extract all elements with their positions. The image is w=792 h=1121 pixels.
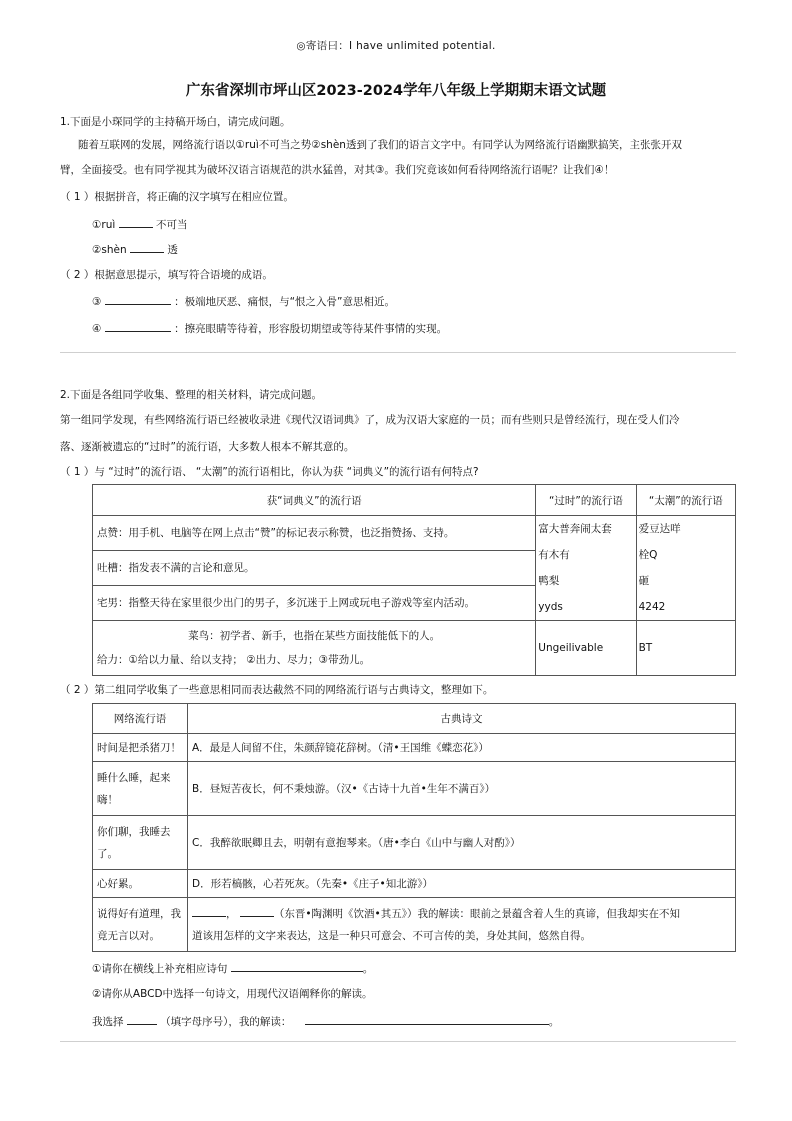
table2-slang-cell bbox=[93, 762, 188, 816]
outdated-item: 富大普奔闹太套 bbox=[538, 523, 612, 535]
outdated-item: yyds bbox=[538, 601, 563, 613]
q1-item3-blank[interactable] bbox=[105, 294, 171, 305]
q2-paragraph-line2: 落、逐渐被遗忘的“过时”的流行语，大多数人根本不解其意的。 bbox=[60, 441, 355, 453]
table2-poetry-line bbox=[192, 903, 731, 925]
q2-sub1: （ 1 ）与 “过时”的流行语、 “太潮”的流行语相比，你认为获 “词典义”的流行语有何特点? bbox=[60, 466, 479, 478]
table2-slang-cell: 心好累。 bbox=[93, 870, 188, 898]
q1-item3 bbox=[92, 294, 395, 309]
period: 。 bbox=[548, 1016, 560, 1028]
q1-item1-prefix: ①ruì bbox=[92, 219, 116, 231]
table2-slang-line: 竟无言以对。 bbox=[97, 929, 160, 942]
table1-def-tucao: 吐槽：指发表不满的言论和意见。 bbox=[93, 551, 535, 586]
q2-task3 bbox=[92, 1014, 559, 1029]
trendy-item: BT bbox=[637, 620, 735, 675]
q1-item2-prefix: ②shèn bbox=[92, 244, 127, 256]
trendy-item: 砸 bbox=[638, 575, 650, 587]
q1-item3-prefix: ③ bbox=[92, 296, 102, 308]
q1-item1-blank[interactable] bbox=[119, 217, 153, 228]
table2-poetry-cell: B．昼短苦夜长，何不秉烛游。（汉•《古诗十九首•生年不满百》） bbox=[188, 762, 736, 816]
q2-task2: ②请你从ABCD中选择一句诗文，用现代汉语阐释你的解读。 bbox=[92, 988, 373, 1000]
section-divider-2 bbox=[60, 1041, 736, 1042]
table2-slang-line: 了。 bbox=[97, 847, 118, 860]
table2-header-slang: 网络流行语 bbox=[93, 704, 188, 734]
q1-item1 bbox=[92, 217, 188, 232]
q1-item3-suffix: ：极端地厌恶、痛恨，与“恨之入骨”意思相近。 bbox=[174, 296, 395, 308]
q2-stem: 2.下面是各组同学收集、整理的相关材料，请完成问题。 bbox=[60, 389, 323, 401]
q1-item1-suffix: 不可当 bbox=[156, 219, 188, 231]
q1-stem: 1.下面是小琛同学的主持稿开场白，请完成问题。 bbox=[60, 116, 291, 128]
table2-poetry-line: 道该用怎样的文字来表达，这是一种只可意会、不可言传的美，身处其间，悠然自得。 bbox=[192, 929, 591, 942]
slang-poetry-table bbox=[92, 703, 736, 952]
table1-def-zhainan: 宅男：指整天待在家里很少出门的男子，多沉迷于上网或玩电子游戏等室内活动。 bbox=[93, 586, 535, 621]
table1-definitions-cell bbox=[93, 516, 536, 676]
table1-def-geili: 给力：①给以力量、给以支持； ②出力、尽力；③带劲儿。 bbox=[97, 654, 371, 666]
q2-sub2: （ 2 ）第二组同学收集了一些意思相同而表达截然不同的网络流行语与古典诗文，整理如下。 bbox=[60, 684, 494, 696]
q2-task3-middle: （填字母序号），我的解读： bbox=[160, 1016, 292, 1028]
outdated-item: 有木有 bbox=[538, 549, 570, 561]
q1-item4-suffix: ：擦亮眼睛等待着，形容殷切期望或等待某件事情的实现。 bbox=[174, 323, 448, 335]
table2-slang-cell bbox=[93, 816, 188, 870]
table1-header-outdated: “过时”的流行语 bbox=[536, 485, 636, 516]
table2-poetry-cell: C．我醉欲眠卿且去，明朝有意抱琴来。（唐•李白《山中与幽人对酌》） bbox=[188, 816, 736, 870]
q1-item4-blank[interactable] bbox=[105, 321, 171, 332]
outdated-item: Ungeilivable bbox=[536, 620, 635, 675]
header-quote: ◎寄语曰：I have unlimited potential. bbox=[296, 40, 496, 52]
q1-item4 bbox=[92, 321, 447, 336]
q1-item2-blank[interactable] bbox=[130, 242, 164, 253]
q1-sub1: （ 1 ）根据拼音，将正确的汉字填写在相应位置。 bbox=[60, 191, 294, 203]
table2-poetry-cell: A．最是人间留不住，朱颜辞镜花辞树。（清•王国维《蝶恋花》） bbox=[188, 734, 736, 762]
comma: ， bbox=[226, 907, 237, 920]
table1-def-dianzan: 点赞：用手机、电脑等在网上点击“赞”的标记表示称赞，也泛指赞扬、支持。 bbox=[93, 516, 535, 551]
period: 。 bbox=[362, 963, 374, 975]
table2-header-poetry: 古典诗文 bbox=[188, 704, 736, 734]
q2-task1-text: ①请你在横线上补充相应诗句 bbox=[92, 963, 228, 975]
table1-def-cainiao: 菜鸟：初学者、新手，也指在某些方面技能低下的人。 bbox=[188, 630, 441, 642]
poem-source-and-reading: （东晋•陶渊明《饮酒•其五》）我的解读：眼前之景蕴含着人生的真谛，但我却实在不知 bbox=[273, 907, 680, 920]
q2-paragraph-line1: 第一组同学发现，有些网络流行语已经被收录进《现代汉语词典》了，成为汉语大家庭的一员；而有些则只是曾经流行，现在受人们冷 bbox=[60, 414, 680, 426]
poem-blank-2[interactable] bbox=[240, 906, 274, 917]
trendy-item: 4242 bbox=[638, 601, 666, 613]
table2-poetry-cell: D．形若槁骸，心若死灰。（先秦•《庄子•知北游》） bbox=[188, 870, 736, 898]
q1-item2-suffix: 透 bbox=[167, 244, 178, 256]
table2-slang-line: 说得好有道理，我 bbox=[97, 907, 181, 920]
q1-paragraph-line1: 随着互联网的发展，网络流行语以①ruì不可当之势②shèn透到了我们的语言文字中。有同学认为网络流行语幽默搞笑，主张张开双 bbox=[78, 139, 682, 151]
section-divider-1 bbox=[60, 352, 736, 353]
table1-outdated-cell bbox=[536, 516, 636, 676]
q1-sub2: （ 2 ）根据意思提示，填写符合语境的成语。 bbox=[60, 269, 273, 281]
slang-comparison-table bbox=[92, 484, 736, 676]
q1-item2 bbox=[92, 242, 178, 257]
q2-task1 bbox=[92, 961, 373, 976]
table2-poetry-cell bbox=[188, 898, 736, 952]
table2-slang-cell: 时间是把杀猪刀！ bbox=[93, 734, 188, 762]
trendy-item: 爱豆达咩 bbox=[638, 523, 681, 535]
table2-slang-line: 嗨！ bbox=[97, 793, 118, 806]
q2-reading-blank[interactable] bbox=[305, 1014, 549, 1025]
table1-header-dictionary: 获“词典义”的流行语 bbox=[93, 485, 536, 516]
q2-task3-prefix: 我选择 bbox=[92, 1016, 124, 1028]
trendy-item: 栓Q bbox=[638, 549, 658, 561]
table1-header-trendy: “太潮”的流行语 bbox=[636, 485, 735, 516]
page-title: 广东省深圳市坪山区2023-2024学年八年级上学期期末语文试题 bbox=[185, 83, 607, 99]
q1-paragraph-line2: 臂，全面接受。也有同学视其为破坏汉语言语规范的洪水猛兽，对其③。我们究竟该如何看待网络流行语呢？让我们④！ bbox=[60, 164, 615, 176]
table1-trendy-cell bbox=[636, 516, 735, 676]
table2-slang-cell bbox=[93, 898, 188, 952]
table2-slang-line: 你们聊，我睡去 bbox=[97, 825, 171, 838]
q1-item4-prefix: ④ bbox=[92, 323, 102, 335]
table2-slang-line: 睡什么睡，起来 bbox=[97, 771, 171, 784]
outdated-item: 鸭梨 bbox=[538, 575, 560, 587]
poem-blank-1[interactable] bbox=[192, 906, 226, 917]
q2-choice-blank[interactable] bbox=[127, 1014, 157, 1025]
q2-task1-blank[interactable] bbox=[231, 961, 363, 972]
